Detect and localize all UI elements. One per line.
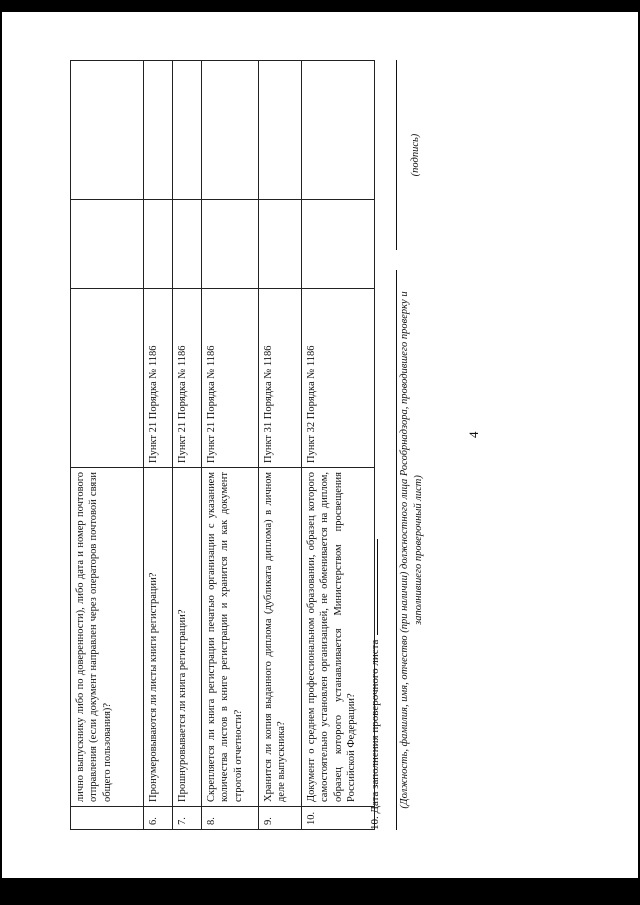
scan-border-top xyxy=(0,0,640,12)
row-question: Прошнуровывается ли книга регистрации? xyxy=(173,468,202,807)
row-answer-cell xyxy=(173,200,202,289)
fill-date-label: 10. Дата заполнения проверочного листа xyxy=(369,639,381,830)
row-reference xyxy=(71,289,144,468)
fill-date-row xyxy=(366,60,381,830)
row-note-cell xyxy=(71,61,144,200)
table-row xyxy=(302,61,375,830)
row-note-cell xyxy=(302,61,375,200)
row-reference: Пункт 32 Порядка № 1186 xyxy=(302,289,375,468)
table-row xyxy=(144,61,173,830)
fill-date-line xyxy=(366,539,378,635)
table-row xyxy=(202,61,259,830)
signature-block xyxy=(396,60,456,830)
official-caption: (Должность, фамилия, имя, отчество (при наличии) должностного лица Рособрнадзора, проводившего проверку и заполнившего проверочный лист) xyxy=(399,291,424,809)
row-reference: Пункт 21 Порядка № 1186 xyxy=(202,289,259,468)
row-number: 7. xyxy=(173,807,202,830)
row-note-cell xyxy=(144,61,173,200)
row-answer-cell xyxy=(71,200,144,289)
row-answer-cell xyxy=(202,200,259,289)
table-row xyxy=(173,61,202,830)
row-answer-cell xyxy=(302,200,375,289)
row-number xyxy=(71,807,144,830)
row-reference: Пункт 31 Порядка № 1186 xyxy=(259,289,302,468)
row-note-cell xyxy=(259,61,302,200)
row-question: Документ о среднем профессиональном образовании, образец которого самостоятельно установлен организацией, не обменивается на диплом, образец которого устанавливается Министерством просвещения Российской Федерации? xyxy=(302,468,375,807)
scan-border-left xyxy=(0,0,2,905)
row-number: 9. xyxy=(259,807,302,830)
official-name-line xyxy=(396,270,397,830)
row-question: Пронумеровываются ли листы книги регистрации? xyxy=(144,468,173,807)
table-row xyxy=(259,61,302,830)
scan-border-bottom xyxy=(0,878,640,905)
checklist-table xyxy=(70,60,375,830)
page-number: 4 xyxy=(466,431,481,438)
row-answer-cell xyxy=(259,200,302,289)
row-reference: Пункт 21 Порядка № 1186 xyxy=(144,289,173,468)
row-question: лично выпускнику либо по доверенности), либо дата и номер почтового отправления (если документ направлен через операторов почтовой связи общего пользования)? xyxy=(71,468,144,807)
row-answer-cell xyxy=(144,200,173,289)
table-row xyxy=(71,61,144,830)
row-reference: Пункт 21 Порядка № 1186 xyxy=(173,289,202,468)
row-number: 10. xyxy=(302,807,375,830)
row-question: Хранится ли копия выданного диплома (дубликата диплома) в личном деле выпускника? xyxy=(259,468,302,807)
rotated-document-sheet xyxy=(70,60,450,830)
row-question: Скрепляется ли книга регистрации печатью организации с указанием количества листов в книге регистрации и хранится ли как документ строгой отчетности? xyxy=(202,468,259,807)
signature-hint: (подпись) xyxy=(410,133,421,177)
row-note-cell xyxy=(173,61,202,200)
row-note-cell xyxy=(202,61,259,200)
row-number: 6. xyxy=(144,807,173,830)
signature-line xyxy=(396,60,397,250)
row-number: 8. xyxy=(202,807,259,830)
